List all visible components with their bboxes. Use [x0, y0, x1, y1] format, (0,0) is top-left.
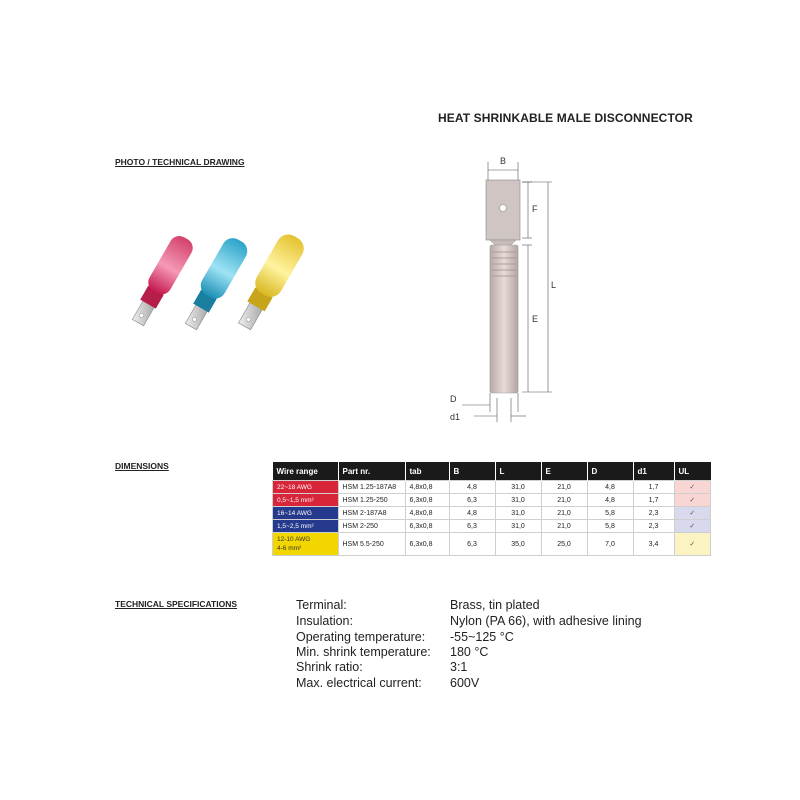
cell-d: 4,8 — [587, 481, 633, 494]
cell-e: 21,0 — [541, 520, 587, 533]
header-wire-range: Wire range — [273, 462, 339, 481]
page-title: HEAT SHRINKABLE MALE DISCONNECTOR — [438, 111, 693, 125]
cell-ul: ✓ — [674, 520, 711, 533]
spec-value-insulation: Nylon (PA 66), with adhesive lining — [450, 614, 642, 628]
header-l: L — [495, 462, 541, 481]
label-d1: d1 — [450, 412, 461, 422]
cell-b: 6,3 — [449, 520, 495, 533]
cell-l: 31,0 — [495, 494, 541, 507]
label-d: D — [450, 394, 457, 404]
cell-b: 6,3 — [449, 533, 495, 556]
cell-wire-awg: 12-10 AWG — [277, 536, 311, 543]
cell-tab: 6,3x0,8 — [405, 520, 449, 533]
header-tab: tab — [405, 462, 449, 481]
product-photo — [115, 230, 345, 345]
cell-d: 7,0 — [587, 533, 633, 556]
cell-part: HSM 1.25-250 — [338, 494, 405, 507]
cell-d: 5,8 — [587, 507, 633, 520]
section-heading-photo: PHOTO / TECHNICAL DRAWING — [115, 157, 245, 167]
cell-d1: 2,3 — [633, 507, 674, 520]
cell-l: 35,0 — [495, 533, 541, 556]
spec-label-shrink-ratio: Shrink ratio: — [296, 660, 363, 674]
spec-value-shrink-ratio: 3:1 — [450, 660, 468, 674]
cell-d: 4,8 — [587, 494, 633, 507]
cell-ul: ✓ — [674, 507, 711, 520]
cell-tab: 6,3x0,8 — [405, 533, 449, 556]
header-e: E — [541, 462, 587, 481]
cell-l: 31,0 — [495, 520, 541, 533]
table-row — [273, 481, 711, 494]
table-header-row — [273, 462, 711, 481]
cell-wire — [273, 533, 339, 556]
cell-d1: 1,7 — [633, 481, 674, 494]
cell-part: HSM 2-250 — [338, 520, 405, 533]
spec-value-shrink-temperature: 180 °C — [450, 645, 489, 659]
label-f: F — [532, 204, 538, 214]
cell-e: 21,0 — [541, 481, 587, 494]
cell-e: 21,0 — [541, 507, 587, 520]
cell-d1: 3,4 — [633, 533, 674, 556]
spec-label-terminal: Terminal: — [296, 598, 347, 612]
cell-wire: 16~14 AWG — [273, 507, 339, 520]
cell-part: HSM 5.5-250 — [338, 533, 405, 556]
red-terminal-photo — [127, 232, 196, 328]
cell-wire: 0,5~1,5 mm² — [273, 494, 339, 507]
cell-part: HSM 2-187A8 — [338, 507, 405, 520]
label-b: B — [500, 156, 507, 166]
spec-value-max-current: 600V — [450, 676, 480, 690]
cell-d: 5,8 — [587, 520, 633, 533]
header-d: D — [587, 462, 633, 481]
table-row — [273, 533, 711, 556]
cell-l: 31,0 — [495, 507, 541, 520]
cell-ul: ✓ — [674, 494, 711, 507]
table-row — [273, 507, 711, 520]
cell-tab: 4,8x0,8 — [405, 481, 449, 494]
cell-b: 4,8 — [449, 481, 495, 494]
cell-e: 25,0 — [541, 533, 587, 556]
spec-value-operating-temperature: -55~125 °C — [450, 630, 514, 644]
header-part-nr: Part nr. — [338, 462, 405, 481]
label-e: E — [532, 314, 539, 324]
spec-label-insulation: Insulation: — [296, 614, 353, 628]
cell-b: 4,8 — [449, 507, 495, 520]
cell-d1: 2,3 — [633, 520, 674, 533]
cell-wire: 1,5~2,5 mm² — [273, 520, 339, 533]
cell-part: HSM 1.25-187A8 — [338, 481, 405, 494]
cell-l: 31,0 — [495, 481, 541, 494]
cell-e: 21,0 — [541, 494, 587, 507]
dimensions-table — [272, 462, 711, 556]
section-heading-specs: TECHNICAL SPECIFICATIONS — [115, 599, 237, 609]
spec-value-terminal: Brass, tin plated — [450, 598, 540, 612]
spec-label-max-current: Max. electrical current: — [296, 676, 422, 690]
table-row — [273, 520, 711, 533]
cell-tab: 4,8x0,8 — [405, 507, 449, 520]
cell-b: 6,3 — [449, 494, 495, 507]
technical-drawing — [440, 150, 580, 425]
cell-d1: 1,7 — [633, 494, 674, 507]
cell-wire: 22~18 AWG — [273, 481, 339, 494]
cell-tab: 6,3x0,8 — [405, 494, 449, 507]
header-b: B — [449, 462, 495, 481]
cell-wire-mm: 4-6 mm² — [277, 545, 302, 552]
header-d1: d1 — [633, 462, 674, 481]
table-row — [273, 494, 711, 507]
spec-label-operating-temperature: Operating temperature: — [296, 630, 426, 644]
label-l: L — [551, 280, 557, 290]
spec-label-shrink-temperature: Min. shrink temperature: — [296, 645, 431, 659]
header-ul: UL — [674, 462, 711, 481]
cell-ul: ✓ — [674, 533, 711, 556]
cell-ul: ✓ — [674, 481, 711, 494]
section-heading-dimensions: DIMENSIONS — [115, 461, 169, 471]
